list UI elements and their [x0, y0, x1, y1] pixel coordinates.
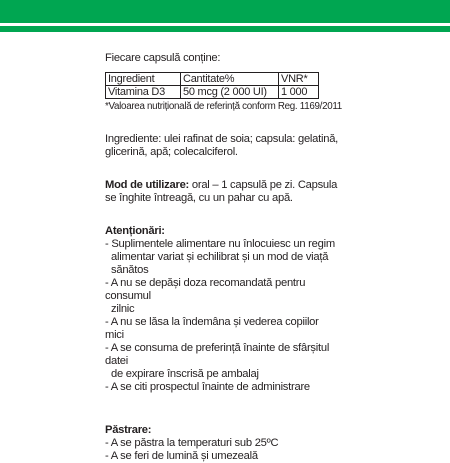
cell-vnr: 1 000 [279, 86, 319, 99]
header-quantity: Cantitate% [181, 73, 279, 86]
intro-text: Fiecare capsulă conține: [105, 52, 221, 64]
usage-text: oral – 1 capsulă pe zi. Capsula se înghite întreagă, cu un pahar cu apă. [105, 179, 338, 204]
warning-line-cont: zilnic [111, 303, 135, 315]
list-item: - A se păstra la temperaturi sub 25ºC [105, 437, 279, 449]
list-item [105, 381, 340, 394]
list-item [105, 316, 340, 342]
header-vnr: VNR* [279, 73, 319, 86]
storage-list [105, 437, 340, 463]
warning-line: - A nu se depăși doza recomandată pentru consumul [105, 277, 306, 302]
list-item [105, 342, 340, 381]
ingredients-text: Ingrediente: ulei rafinat de soia; capsula: gelatină, glicerină, apă; colecalciferol. [105, 133, 339, 158]
warning-line-cont: de expirare înscrisă pe ambalaj [111, 368, 259, 380]
usage-paragraph [105, 179, 340, 205]
list-item [105, 277, 340, 316]
warning-line: - Suplimentele alimentare nu înlocuiesc un regim [105, 238, 335, 250]
storage-section [105, 424, 340, 463]
warning-line-cont: alimentar variat și echilibrat și un mod de viață sănătos [111, 251, 329, 276]
label-text-block [105, 52, 340, 463]
list-item: - A se feri de lumină și umezeală [105, 450, 258, 462]
cell-ingredient: Vitamina D3 [106, 86, 181, 99]
header-ingredient: Ingredient [106, 73, 181, 86]
table-footnote: *Valoarea nutrițională de referință conform Reg. 1169/2011 [105, 101, 342, 112]
table-row [106, 86, 319, 99]
warning-line: - A nu se lăsa la îndemâna și vederea copiilor mici [105, 316, 319, 341]
warning-line: - A se consuma de preferință înainte de sfârșitul datei [105, 342, 330, 367]
list-item [105, 238, 340, 277]
warnings-title: Atenționări: [105, 225, 165, 237]
table-header-row [106, 73, 319, 86]
cell-quantity: 50 mcg (2 000 UI) [181, 86, 279, 99]
warning-line: - A se citi prospectul înainte de administrare [105, 381, 310, 393]
usage-label: Mod de utilizare: [105, 179, 190, 191]
top-green-band [0, 0, 450, 32]
warnings-list [105, 238, 340, 394]
nutrition-table [105, 72, 319, 99]
band-white-stripe [0, 23, 450, 26]
warnings-section [105, 225, 340, 394]
storage-title: Păstrare: [105, 424, 152, 436]
